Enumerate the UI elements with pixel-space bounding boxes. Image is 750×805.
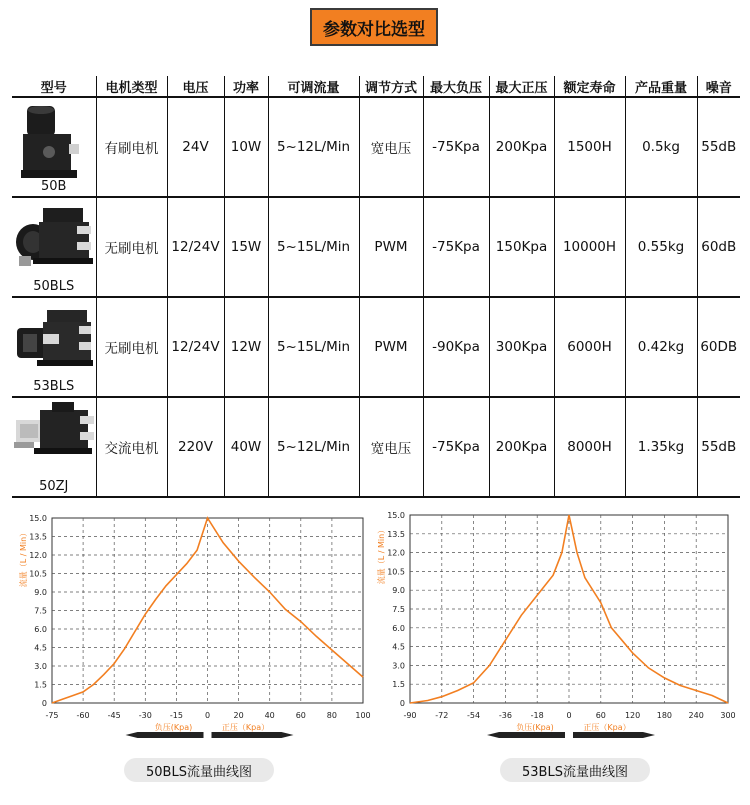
x-tick-label: 300 [720, 711, 736, 720]
positive-pressure-arrow [212, 732, 294, 738]
header-cell: 噪音 [697, 76, 740, 97]
y-tick-label: 9.0 [34, 588, 47, 597]
x-tick-label: 20 [233, 711, 244, 720]
model-label: 50BLS [33, 279, 75, 294]
flow-cell: 5~12L/Min [268, 97, 359, 197]
x-tick-label: 60 [295, 711, 306, 720]
header-cell: 额定寿命 [554, 76, 625, 97]
max-negative-pressure-cell: -75Kpa [423, 397, 489, 497]
x-tick-label: -90 [403, 711, 417, 720]
table-row [12, 197, 740, 297]
negative-pressure-arrow [126, 732, 204, 738]
model-label: 53BLS [33, 379, 75, 394]
y-tick-label: 0 [41, 699, 47, 708]
product-image-cell [12, 197, 96, 297]
header-cell: 功率 [224, 76, 268, 97]
weight-cell: 0.42kg [625, 297, 697, 397]
weight-cell: 1.35kg [625, 397, 697, 497]
voltage-cell: 12/24V [167, 197, 224, 297]
max-positive-pressure-cell: 300Kpa [489, 297, 554, 397]
flow-chart-53bls [375, 505, 750, 750]
model-label: 50ZJ [39, 479, 69, 494]
flow-chart-50bls [0, 505, 375, 750]
voltage-cell: 220V [167, 397, 224, 497]
flow-cell: 5~15L/Min [268, 197, 359, 297]
regulation-cell: PWM [359, 297, 423, 397]
voltage-cell: 12/24V [167, 297, 224, 397]
max-positive-pressure-cell: 200Kpa [489, 97, 554, 197]
chart-caption-50bls: 50BLS流量曲线图 [124, 758, 274, 782]
x-tick-label: -36 [498, 711, 512, 720]
y-tick-label: 15.0 [29, 514, 47, 523]
positive-pressure-arrow [573, 732, 655, 738]
y-tick-label: 10.5 [29, 569, 47, 579]
y-tick-label: 6.0 [34, 625, 47, 634]
power-cell: 12W [224, 297, 268, 397]
positive-pressure-label: 正压（Kpa） [221, 723, 270, 732]
y-tick-label: 10.5 [387, 567, 405, 577]
y-tick-label: 3.0 [392, 661, 405, 671]
flow-cell: 5~15L/Min [268, 297, 359, 397]
x-tick-label: -18 [530, 711, 544, 720]
pump-50zj-image [12, 402, 96, 464]
y-tick-label: 6.0 [392, 623, 405, 633]
x-tick-label: 240 [688, 711, 704, 720]
x-tick-label: 0 [204, 711, 211, 720]
x-tick-label: 60 [595, 711, 606, 720]
pump-53bls-image [13, 308, 95, 372]
header-cell: 最大正压 [489, 76, 554, 97]
rated-life-cell: 6000H [554, 297, 625, 397]
power-cell: 15W [224, 197, 268, 297]
y-tick-label: 7.5 [34, 606, 47, 616]
y-tick-label: 3.0 [34, 662, 47, 671]
x-tick-label: -15 [169, 711, 183, 720]
rated-life-cell: 10000H [554, 197, 625, 297]
negative-pressure-arrow [487, 732, 565, 738]
y-tick-label: 9.0 [392, 586, 405, 596]
negative-pressure-label: 负压(Kpa) [516, 723, 554, 732]
weight-cell: 0.5kg [625, 97, 697, 197]
power-cell: 40W [224, 397, 268, 497]
model-label: 50B [41, 179, 67, 194]
y-tick-label: 1.5 [34, 680, 47, 690]
pump-50bls-image [13, 206, 95, 274]
x-tick-label: -60 [76, 711, 90, 720]
y-tick-label: 13.5 [29, 532, 47, 542]
rated-life-cell: 8000H [554, 397, 625, 497]
header-cell: 电机类型 [96, 76, 167, 97]
header-cell: 最大负压 [423, 76, 489, 97]
x-tick-label: 80 [326, 711, 337, 720]
pump-50b-image [19, 104, 89, 182]
x-tick-label: 180 [656, 711, 673, 720]
motor-cell: 交流电机 [96, 397, 167, 497]
table-row [12, 297, 740, 397]
y-tick-label: 0 [399, 699, 405, 708]
y-tick-label: 15.0 [387, 511, 405, 520]
header-cell: 型号 [12, 76, 96, 97]
flow-chart-53bls-svg [375, 505, 750, 750]
max-positive-pressure-cell: 150Kpa [489, 197, 554, 297]
x-tick-label: -75 [45, 711, 59, 720]
x-tick-label: 40 [264, 711, 275, 720]
x-tick-label: 120 [624, 711, 641, 720]
header-cell: 调节方式 [359, 76, 423, 97]
regulation-cell: 宽电压 [359, 397, 423, 497]
voltage-cell: 24V [167, 97, 224, 197]
product-image-cell [12, 297, 96, 397]
noise-cell: 60dB [697, 197, 740, 297]
regulation-cell: PWM [359, 197, 423, 297]
motor-cell: 无刷电机 [96, 197, 167, 297]
regulation-cell: 宽电压 [359, 97, 423, 197]
y-tick-label: 13.5 [387, 529, 405, 539]
noise-cell: 55dB [697, 97, 740, 197]
x-tick-label: 0 [566, 711, 572, 720]
y-tick-label: 7.5 [392, 605, 405, 614]
header-cell: 电压 [167, 76, 224, 97]
weight-cell: 0.55kg [625, 197, 697, 297]
noise-cell: 55dB [697, 397, 740, 497]
max-negative-pressure-cell: -75Kpa [423, 97, 489, 197]
y-tick-label: 4.5 [34, 643, 47, 653]
y-tick-label: 12.0 [29, 551, 47, 560]
spec-table [12, 76, 740, 498]
x-tick-label: -54 [467, 711, 481, 720]
x-tick-label: -72 [435, 711, 449, 720]
y-tick-label: 4.5 [392, 642, 405, 652]
y-axis-label: 流量（L / Min） [19, 528, 28, 588]
positive-pressure-label: 正压（Kpa） [583, 723, 631, 732]
table-header-row [12, 76, 740, 97]
header-cell: 产品重量 [625, 76, 697, 97]
table-row [12, 97, 740, 197]
product-image-cell [12, 397, 96, 497]
flow-chart-50bls-svg [0, 505, 375, 750]
max-positive-pressure-cell: 200Kpa [489, 397, 554, 497]
page-title: 参数对比选型 [310, 8, 438, 46]
y-tick-label: 12.0 [387, 548, 405, 558]
negative-pressure-label: 负压(Kpa) [154, 723, 193, 732]
header-cell: 可调流量 [268, 76, 359, 97]
max-negative-pressure-cell: -75Kpa [423, 197, 489, 297]
rated-life-cell: 1500H [554, 97, 625, 197]
x-tick-label: 100 [355, 711, 371, 720]
y-axis-label: 流量（L / Min） [377, 525, 386, 585]
x-tick-label: -30 [138, 711, 152, 720]
max-negative-pressure-cell: -90Kpa [423, 297, 489, 397]
x-tick-label: -45 [107, 711, 121, 720]
product-image-cell [12, 97, 96, 197]
flow-cell: 5~12L/Min [268, 397, 359, 497]
noise-cell: 60DB [697, 297, 740, 397]
motor-cell: 有刷电机 [96, 97, 167, 197]
motor-cell: 无刷电机 [96, 297, 167, 397]
y-tick-label: 1.5 [392, 680, 405, 690]
power-cell: 10W [224, 97, 268, 197]
chart-caption-53bls: 53BLS流量曲线图 [500, 758, 650, 782]
table-row [12, 397, 740, 497]
